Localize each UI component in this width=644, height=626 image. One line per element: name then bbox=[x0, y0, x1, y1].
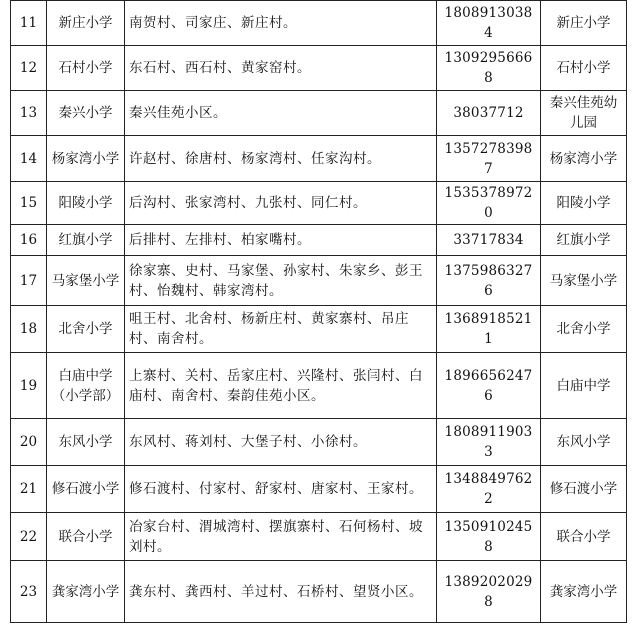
table-row bbox=[11, 225, 627, 256]
row-number: 13 bbox=[11, 91, 47, 136]
enrollment-area: 秦兴佳苑小区。 bbox=[125, 91, 437, 136]
enrollment-area: 东风村、蒋刘村、大堡子村、小徐村。 bbox=[125, 419, 437, 466]
table-row bbox=[11, 419, 627, 466]
school-name: 秦兴小学 bbox=[47, 91, 125, 136]
enrollment-area: 许赵村、徐唐村、杨家湾村、任家沟村。 bbox=[125, 136, 437, 182]
contact-phone: 13488497622 bbox=[437, 466, 541, 513]
school-name: 杨家湾小学 bbox=[47, 136, 125, 182]
table-row bbox=[11, 182, 627, 225]
row-number: 17 bbox=[11, 256, 47, 306]
school-name: 阳陵小学 bbox=[47, 182, 125, 225]
school-name: 石村小学 bbox=[47, 46, 125, 91]
school-name: 联合小学 bbox=[47, 513, 125, 561]
school-name: 修石渡小学 bbox=[47, 466, 125, 513]
row-number: 16 bbox=[11, 225, 47, 256]
school-name: 龚家湾小学 bbox=[47, 561, 125, 623]
table-row bbox=[11, 513, 627, 561]
contact-phone: 13509102458 bbox=[437, 513, 541, 561]
table-row bbox=[11, 136, 627, 182]
school-name: 红旗小学 bbox=[47, 225, 125, 256]
school-name: 北舍小学 bbox=[47, 306, 125, 353]
table-row bbox=[11, 91, 627, 136]
contact-phone: 18966562476 bbox=[437, 353, 541, 419]
table-row bbox=[11, 306, 627, 353]
contact-phone: 15353789720 bbox=[437, 182, 541, 225]
enrollment-area: 咀王村、北舍村、杨新庄村、黄家寨村、吊庄村、南舍村。 bbox=[125, 306, 437, 353]
table-row bbox=[11, 1, 627, 46]
contact-phone: 13759863276 bbox=[437, 256, 541, 306]
enrollment-area: 龚东村、龚西村、羊过村、石桥村、望贤小区。 bbox=[125, 561, 437, 623]
row-number: 20 bbox=[11, 419, 47, 466]
enrollment-area: 南贺村、司家庄、新庄村。 bbox=[125, 1, 437, 46]
assigned-school: 马家堡小学 bbox=[541, 256, 627, 306]
assigned-school: 新庄小学 bbox=[541, 1, 627, 46]
table-row bbox=[11, 46, 627, 91]
row-number: 11 bbox=[11, 1, 47, 46]
enrollment-area: 后沟村、张家湾村、九张村、同仁村。 bbox=[125, 182, 437, 225]
assigned-school: 北舍小学 bbox=[541, 306, 627, 353]
row-number: 12 bbox=[11, 46, 47, 91]
contact-phone: 13892020298 bbox=[437, 561, 541, 623]
enrollment-area: 后排村、左排村、柏家嘴村。 bbox=[125, 225, 437, 256]
contact-phone: 13689185211 bbox=[437, 306, 541, 353]
table-row bbox=[11, 561, 627, 623]
enrollment-area: 修石渡村、付家村、舒家村、唐家村、王家村。 bbox=[125, 466, 437, 513]
assigned-school: 白庙中学 bbox=[541, 353, 627, 419]
assigned-school: 龚家湾小学 bbox=[541, 561, 627, 623]
enrollment-area: 冶家台村、渭城湾村、摆旗寨村、石何杨村、坡刘村。 bbox=[125, 513, 437, 561]
contact-phone: 13572783987 bbox=[437, 136, 541, 182]
contact-phone: 33717834 bbox=[437, 225, 541, 256]
school-name: 马家堡小学 bbox=[47, 256, 125, 306]
row-number: 14 bbox=[11, 136, 47, 182]
contact-phone: 13092956668 bbox=[437, 46, 541, 91]
contact-phone: 38037712 bbox=[437, 91, 541, 136]
row-number: 23 bbox=[11, 561, 47, 623]
contact-phone: 18089119033 bbox=[437, 419, 541, 466]
school-name: 白庙中学（小学部） bbox=[47, 353, 125, 419]
assigned-school: 红旗小学 bbox=[541, 225, 627, 256]
school-name: 东风小学 bbox=[47, 419, 125, 466]
contact-phone: 18089130384 bbox=[437, 1, 541, 46]
row-number: 15 bbox=[11, 182, 47, 225]
school-district-table-page bbox=[10, 0, 627, 623]
assigned-school: 秦兴佳苑幼儿园 bbox=[541, 91, 627, 136]
table-row bbox=[11, 256, 627, 306]
assigned-school: 修石渡小学 bbox=[541, 466, 627, 513]
row-number: 22 bbox=[11, 513, 47, 561]
row-number: 18 bbox=[11, 306, 47, 353]
assigned-school: 杨家湾小学 bbox=[541, 136, 627, 182]
enrollment-area: 东石村、西石村、黄家窑村。 bbox=[125, 46, 437, 91]
school-name: 新庄小学 bbox=[47, 1, 125, 46]
assigned-school: 联合小学 bbox=[541, 513, 627, 561]
assigned-school: 阳陵小学 bbox=[541, 182, 627, 225]
enrollment-area: 徐家寨、史村、马家堡、孙家村、朱家乡、彭王村、怡魏村、韩家湾村。 bbox=[125, 256, 437, 306]
row-number: 19 bbox=[11, 353, 47, 419]
assigned-school: 东风小学 bbox=[541, 419, 627, 466]
assigned-school: 石村小学 bbox=[541, 46, 627, 91]
school-district-table bbox=[10, 0, 627, 623]
table-row bbox=[11, 353, 627, 419]
enrollment-area: 上寨村、关村、岳家庄村、兴隆村、张闫村、白庙村、南舍村、秦韵佳苑小区。 bbox=[125, 353, 437, 419]
table-row bbox=[11, 466, 627, 513]
row-number: 21 bbox=[11, 466, 47, 513]
